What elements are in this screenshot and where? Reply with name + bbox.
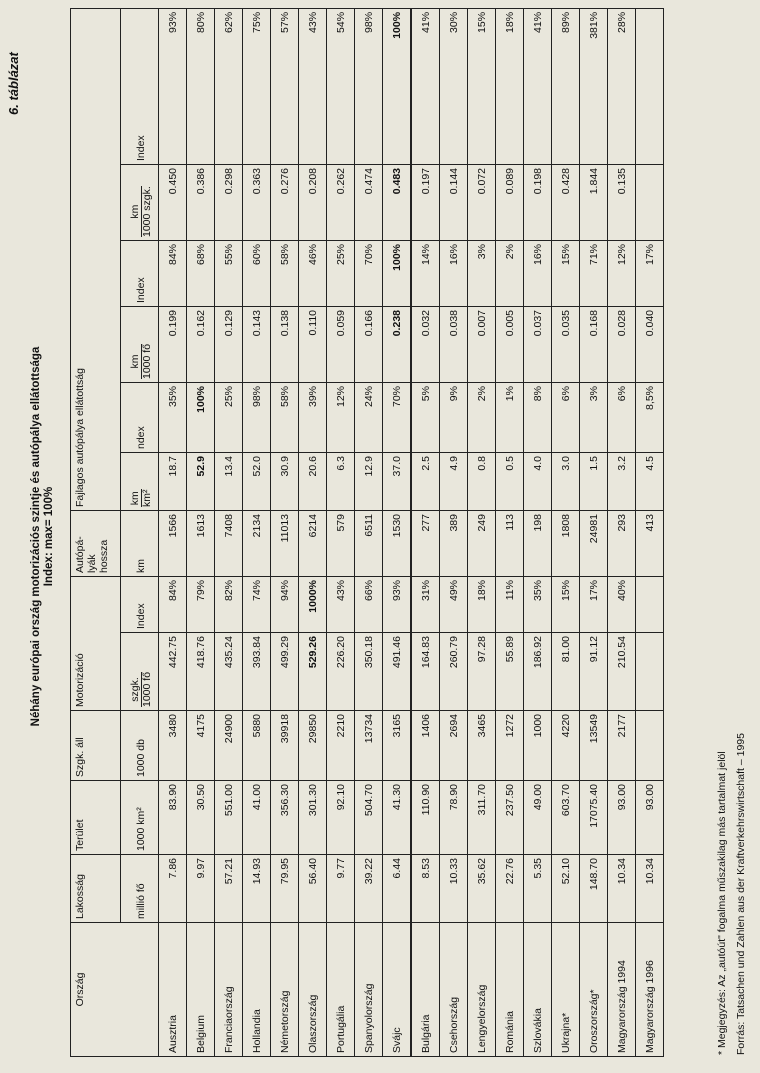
cell-area: 92.10 [327,781,355,855]
cell-area: 83.90 [159,781,187,855]
cell-index-2: 70% [355,241,383,307]
cell-index-1: 6% [608,383,636,453]
cell-area: 301.30 [299,781,327,855]
table-body [159,8,664,1056]
cell-index-3: 41% [411,8,440,164]
cell-km-per-car: 0.135 [608,165,636,241]
table-row [215,8,243,1056]
cell-index-3: 57% [271,8,299,164]
table-row [636,8,664,1056]
cell-index-1: 1% [496,383,524,453]
header-car-stock: Szgk. áll [71,711,121,781]
cell-area: 78.90 [440,781,468,855]
table-subtitle: Index: max= 100% [43,486,55,587]
table-row [552,8,580,1056]
cell-motor-index: 49% [440,577,468,633]
cell-motor-index: 79% [187,577,215,633]
unit-db: 1000 db [121,711,159,781]
header-country: Ország [71,923,159,1057]
cell-index-2: 84% [159,241,187,307]
cell-cars: 3480 [159,711,187,781]
cell-cars [636,711,664,781]
cell-highway-km: 6214 [299,511,327,577]
cell-highway-km: 277 [411,511,440,577]
cell-cars: 4175 [187,711,215,781]
header-row-1 [71,8,121,1056]
cell-km-per-car: 0.276 [271,165,299,241]
cell-country: Lengyelország [468,923,496,1057]
cell-area: 356.30 [271,781,299,855]
cell-km-per-km2: 4.5 [636,453,664,511]
cell-highway-km: 24981 [580,511,608,577]
cell-km-per-pop: 0.138 [271,307,299,383]
cell-motorization: 226.20 [327,633,355,711]
cell-index-3: 89% [552,8,580,164]
cell-cars: 5880 [243,711,271,781]
cell-motor-index [636,577,664,633]
table-row [524,8,552,1056]
cell-population: 6.44 [383,855,412,923]
cell-index-3: 98% [355,8,383,164]
table-row [580,8,608,1056]
cell-country: Magyarország 1996 [636,923,664,1057]
cell-motorization: 418.76 [187,633,215,711]
cell-index-1: 39% [299,383,327,453]
cell-highway-km: 1566 [159,511,187,577]
cell-km-per-km2: 37.0 [383,453,412,511]
cell-index-3: 100% [383,8,412,164]
cell-index-1: 25% [215,383,243,453]
cell-motorization: 442.75 [159,633,187,711]
cell-cars: 3165 [383,711,412,781]
unit-motor [121,633,159,711]
cell-index-2: 68% [187,241,215,307]
cell-population: 22.76 [496,855,524,923]
unit-index-1: ndex [121,383,159,453]
cell-area: 30.50 [187,781,215,855]
table-row [411,8,440,1056]
cell-index-1: 70% [383,383,412,453]
cell-index-1: 2% [468,383,496,453]
cell-km-per-km2: 2.5 [411,453,440,511]
cell-motor-index: 35% [524,577,552,633]
cell-highway-km: 198 [524,511,552,577]
unit-motor-index: Index [121,577,159,633]
table-row [243,8,271,1056]
cell-area: 551.00 [215,781,243,855]
cell-index-3 [636,8,664,164]
cell-highway-km: 249 [468,511,496,577]
unit-km: km [121,511,159,577]
cell-km-per-km2: 3.2 [608,453,636,511]
cell-index-2: 46% [299,241,327,307]
cell-index-2: 55% [215,241,243,307]
unit-km-szgk [121,165,159,241]
cell-country: Bulgária [411,923,440,1057]
cell-km-per-km2: 4.0 [524,453,552,511]
cell-area: 49.00 [524,781,552,855]
cell-index-1: 6% [552,383,580,453]
cell-km-per-car: 0.144 [440,165,468,241]
cell-index-1: 12% [327,383,355,453]
cell-motor-index: 74% [243,577,271,633]
cell-km-per-car: 1.844 [580,165,608,241]
cell-country: Németország [271,923,299,1057]
cell-index-3: 80% [187,8,215,164]
table-row [299,8,327,1056]
cell-area: 41.00 [243,781,271,855]
cell-km-per-car: 0.262 [327,165,355,241]
cell-motorization [636,633,664,711]
cell-country: Spanyolország [355,923,383,1057]
cell-km-per-km2: 30.9 [271,453,299,511]
cell-area: 93.00 [608,781,636,855]
cell-motor-index: 82% [215,577,243,633]
header-motorization: Motorizáció [71,577,121,711]
cell-km-per-car: 0.072 [468,165,496,241]
cell-motorization: 393.84 [243,633,271,711]
cell-motor-index: 17% [580,577,608,633]
cell-index-1: 58% [271,383,299,453]
cell-population: 10.34 [608,855,636,923]
cell-km-per-pop: 0.028 [608,307,636,383]
cell-index-2: 16% [524,241,552,307]
cell-cars: 4220 [552,711,580,781]
table-row [187,8,215,1056]
cell-motorization: 186.92 [524,633,552,711]
cell-index-2: 15% [552,241,580,307]
cell-motorization: 91.12 [580,633,608,711]
title-block [30,0,55,1073]
cell-highway-km: 113 [496,511,524,577]
cell-index-3: 93% [159,8,187,164]
cell-highway-km: 1808 [552,511,580,577]
cell-highway-km: 2134 [243,511,271,577]
cell-population: 14.93 [243,855,271,923]
header-specific-supply: Fajlagos autópálya ellátottság [71,8,121,510]
cell-km-per-car: 0.198 [524,165,552,241]
cell-index-2: 12% [608,241,636,307]
cell-km-per-car: 0.208 [299,165,327,241]
cell-km-per-pop: 0.199 [159,307,187,383]
cell-index-2: 58% [271,241,299,307]
cell-motorization: 260.79 [440,633,468,711]
cell-country: Franciaország [215,923,243,1057]
cell-km-per-pop: 0.143 [243,307,271,383]
cell-cars: 1406 [411,711,440,781]
cell-km-per-km2: 52.0 [243,453,271,511]
cell-index-2: 71% [580,241,608,307]
cell-index-2: 14% [411,241,440,307]
cell-km-per-pop: 0.040 [636,307,664,383]
cell-motorization: 529.26 [299,633,327,711]
cell-km-per-km2: 52.9 [187,453,215,511]
cell-km-per-car [636,165,664,241]
cell-cars: 13549 [580,711,608,781]
cell-index-2: 25% [327,241,355,307]
unit-kmfo-bot: 1000 fő [140,343,153,379]
unit-kmfo-top: km [130,344,142,379]
cell-km-per-car: 0.298 [215,165,243,241]
header-population: Lakosság [71,855,121,923]
cell-population: 9.97 [187,855,215,923]
cell-km-per-km2: 20.6 [299,453,327,511]
cell-area: 311.70 [468,781,496,855]
cell-population: 7.86 [159,855,187,923]
cell-index-2: 16% [440,241,468,307]
cell-motorization: 491.46 [383,633,412,711]
cell-km-per-car: 0.483 [383,165,412,241]
cell-km-per-pop: 0.059 [327,307,355,383]
cell-km-per-pop: 0.032 [411,307,440,383]
cell-motorization: 350.18 [355,633,383,711]
cell-km-per-car: 0.428 [552,165,580,241]
cell-km-per-pop: 0.035 [552,307,580,383]
source-line: Forrás: Tatsachen und Zahlen aus der Kraftverkehrswirtschaft – 1995 [735,733,747,1055]
cell-km-per-pop: 0.166 [355,307,383,383]
cell-motor-index: 11% [496,577,524,633]
cell-km-per-km2: 1.5 [580,453,608,511]
cell-index-3: 18% [496,8,524,164]
cell-motor-index: 18% [468,577,496,633]
cell-index-1: 8% [524,383,552,453]
header-highway-l2: lyák [86,554,98,573]
cell-population: 9.77 [327,855,355,923]
cell-km-per-pop: 0.007 [468,307,496,383]
cell-country: Olaszország [299,923,327,1057]
cell-country: Magyarország 1994 [608,923,636,1057]
cell-index-1: 8,5% [636,383,664,453]
cell-cars: 2694 [440,711,468,781]
cell-index-3: 30% [440,8,468,164]
cell-motor-index: 15% [552,577,580,633]
cell-country: Csehország [440,923,468,1057]
cell-motor-index: 66% [355,577,383,633]
cell-index-3: 75% [243,8,271,164]
cell-population: 39.22 [355,855,383,923]
unit-kmszgk-top: km [130,186,142,237]
cell-cars: 29850 [299,711,327,781]
cell-km-per-pop: 0.162 [187,307,215,383]
cell-country: Románia [496,923,524,1057]
cell-index-3: 41% [524,8,552,164]
header-row-2 [121,8,159,1056]
cell-motor-index: 40% [608,577,636,633]
cell-index-1: 3% [580,383,608,453]
cell-country: Svájc [383,923,412,1057]
cell-index-2: 60% [243,241,271,307]
cell-country: Ukrajna* [552,923,580,1057]
cell-index-3: 28% [608,8,636,164]
unit-index-2: Index [121,241,159,307]
cell-index-1: 100% [187,383,215,453]
cell-area: 504.70 [355,781,383,855]
cell-index-2: 100% [383,241,412,307]
cell-area: 17075.40 [580,781,608,855]
cell-km-per-car: 0.386 [187,165,215,241]
cell-population: 57.21 [215,855,243,923]
table-label: 6. táblázat [6,52,21,115]
cell-index-1: 5% [411,383,440,453]
cell-cars: 3465 [468,711,496,781]
cell-cars: 24900 [215,711,243,781]
cell-km-per-car: 0.474 [355,165,383,241]
cell-km-per-pop: 0.238 [383,307,412,383]
unit-kmszgk-bot: 1000 szgk. [140,186,153,237]
cell-km-per-km2: 13.4 [215,453,243,511]
cell-motorization: 81.00 [552,633,580,711]
cell-motorization: 210.54 [608,633,636,711]
table-row [440,8,468,1056]
cell-index-2: 2% [496,241,524,307]
cell-population: 56.40 [299,855,327,923]
cell-highway-km: 413 [636,511,664,577]
data-table [70,8,664,1057]
cell-motorization: 164.83 [411,633,440,711]
unit-million: millió fő [121,855,159,923]
unit-km-km2 [121,453,159,511]
cell-km-per-car: 0.450 [159,165,187,241]
cell-km-per-km2: 12.9 [355,453,383,511]
cell-population: 79.95 [271,855,299,923]
table-row [608,8,636,1056]
cell-index-2: 17% [636,241,664,307]
cell-motor-index: 84% [159,577,187,633]
cell-motor-index: 94% [271,577,299,633]
cell-motor-index: 93% [383,577,412,633]
cell-highway-km: 1613 [187,511,215,577]
cell-index-1: 9% [440,383,468,453]
cell-km-per-pop: 0.037 [524,307,552,383]
cell-cars: 1000 [524,711,552,781]
table-row [327,8,355,1056]
table-row [271,8,299,1056]
cell-motor-index: 1000% [299,577,327,633]
cell-country: Hollandia [243,923,271,1057]
cell-km-per-km2: 4.9 [440,453,468,511]
header-highway-l3: hossza [98,539,110,573]
table-row [159,8,187,1056]
cell-highway-km: 11013 [271,511,299,577]
unit-km2: 1000 km² [121,781,159,855]
table-row [383,8,412,1056]
cell-index-3: 15% [468,8,496,164]
cell-country: Oroszország* [580,923,608,1057]
header-highway-l1: Autópá- [74,536,86,573]
unit-index-3: Index [121,8,159,164]
cell-km-per-pop: 0.110 [299,307,327,383]
cell-index-3: 381% [580,8,608,164]
cell-km-per-car: 0.197 [411,165,440,241]
cell-motorization: 97.28 [468,633,496,711]
cell-index-3: 54% [327,8,355,164]
cell-index-3: 62% [215,8,243,164]
cell-motorization: 435.24 [215,633,243,711]
cell-km-per-km2: 3.0 [552,453,580,511]
cell-km-per-pop: 0.168 [580,307,608,383]
cell-km-per-car: 0.363 [243,165,271,241]
cell-area: 603.70 [552,781,580,855]
table-row [496,8,524,1056]
header-highway-length [71,511,121,577]
cell-km-per-pop: 0.005 [496,307,524,383]
cell-cars: 2177 [608,711,636,781]
cell-motorization: 499.29 [271,633,299,711]
cell-highway-km: 7408 [215,511,243,577]
cell-country: Ausztria [159,923,187,1057]
table-title: Néhány európai ország motorizációs szintje és autópálya ellátottsága [30,346,42,727]
unit-szgk-top: szgk. [130,672,142,707]
cell-cars: 1272 [496,711,524,781]
header-area: Terület [71,781,121,855]
cell-km-per-pop: 0.129 [215,307,243,383]
cell-index-2: 3% [468,241,496,307]
cell-highway-km: 1530 [383,511,412,577]
cell-highway-km: 579 [327,511,355,577]
cell-cars: 2210 [327,711,355,781]
unit-km2-bot: km² [140,489,153,507]
cell-area: 41.30 [383,781,412,855]
table-row [468,8,496,1056]
unit-km-fo [121,307,159,383]
cell-highway-km: 389 [440,511,468,577]
cell-km-per-km2: 0.8 [468,453,496,511]
cell-motorization: 55.89 [496,633,524,711]
cell-population: 5.35 [524,855,552,923]
cell-km-per-km2: 18.7 [159,453,187,511]
cell-country: Belgium [187,923,215,1057]
cell-population: 8.53 [411,855,440,923]
cell-country: Szlovákia [524,923,552,1057]
cell-population: 52.10 [552,855,580,923]
cell-population: 35.62 [468,855,496,923]
cell-index-3: 43% [299,8,327,164]
cell-population: 148.70 [580,855,608,923]
unit-km-top: km [128,491,141,506]
cell-highway-km: 293 [608,511,636,577]
footnote: * Megjegyzés: Az „autóút" fogalma műszakilag más tartalmat jelöl [716,751,728,1055]
cell-km-per-km2: 6.3 [327,453,355,511]
table-row [355,8,383,1056]
cell-cars: 13734 [355,711,383,781]
cell-index-1: 35% [159,383,187,453]
cell-km-per-car: 0.089 [496,165,524,241]
cell-area: 110.90 [411,781,440,855]
cell-area: 237.50 [496,781,524,855]
cell-population: 10.33 [440,855,468,923]
cell-country: Portugália [327,923,355,1057]
cell-cars: 39918 [271,711,299,781]
cell-km-per-pop: 0.038 [440,307,468,383]
cell-motor-index: 43% [327,577,355,633]
cell-index-1: 98% [243,383,271,453]
cell-index-1: 24% [355,383,383,453]
cell-highway-km: 6511 [355,511,383,577]
cell-area: 93.00 [636,781,664,855]
cell-km-per-km2: 0.5 [496,453,524,511]
cell-population: 10.34 [636,855,664,923]
cell-motor-index: 31% [411,577,440,633]
unit-szgk-bot: 1000 fő [140,671,153,707]
